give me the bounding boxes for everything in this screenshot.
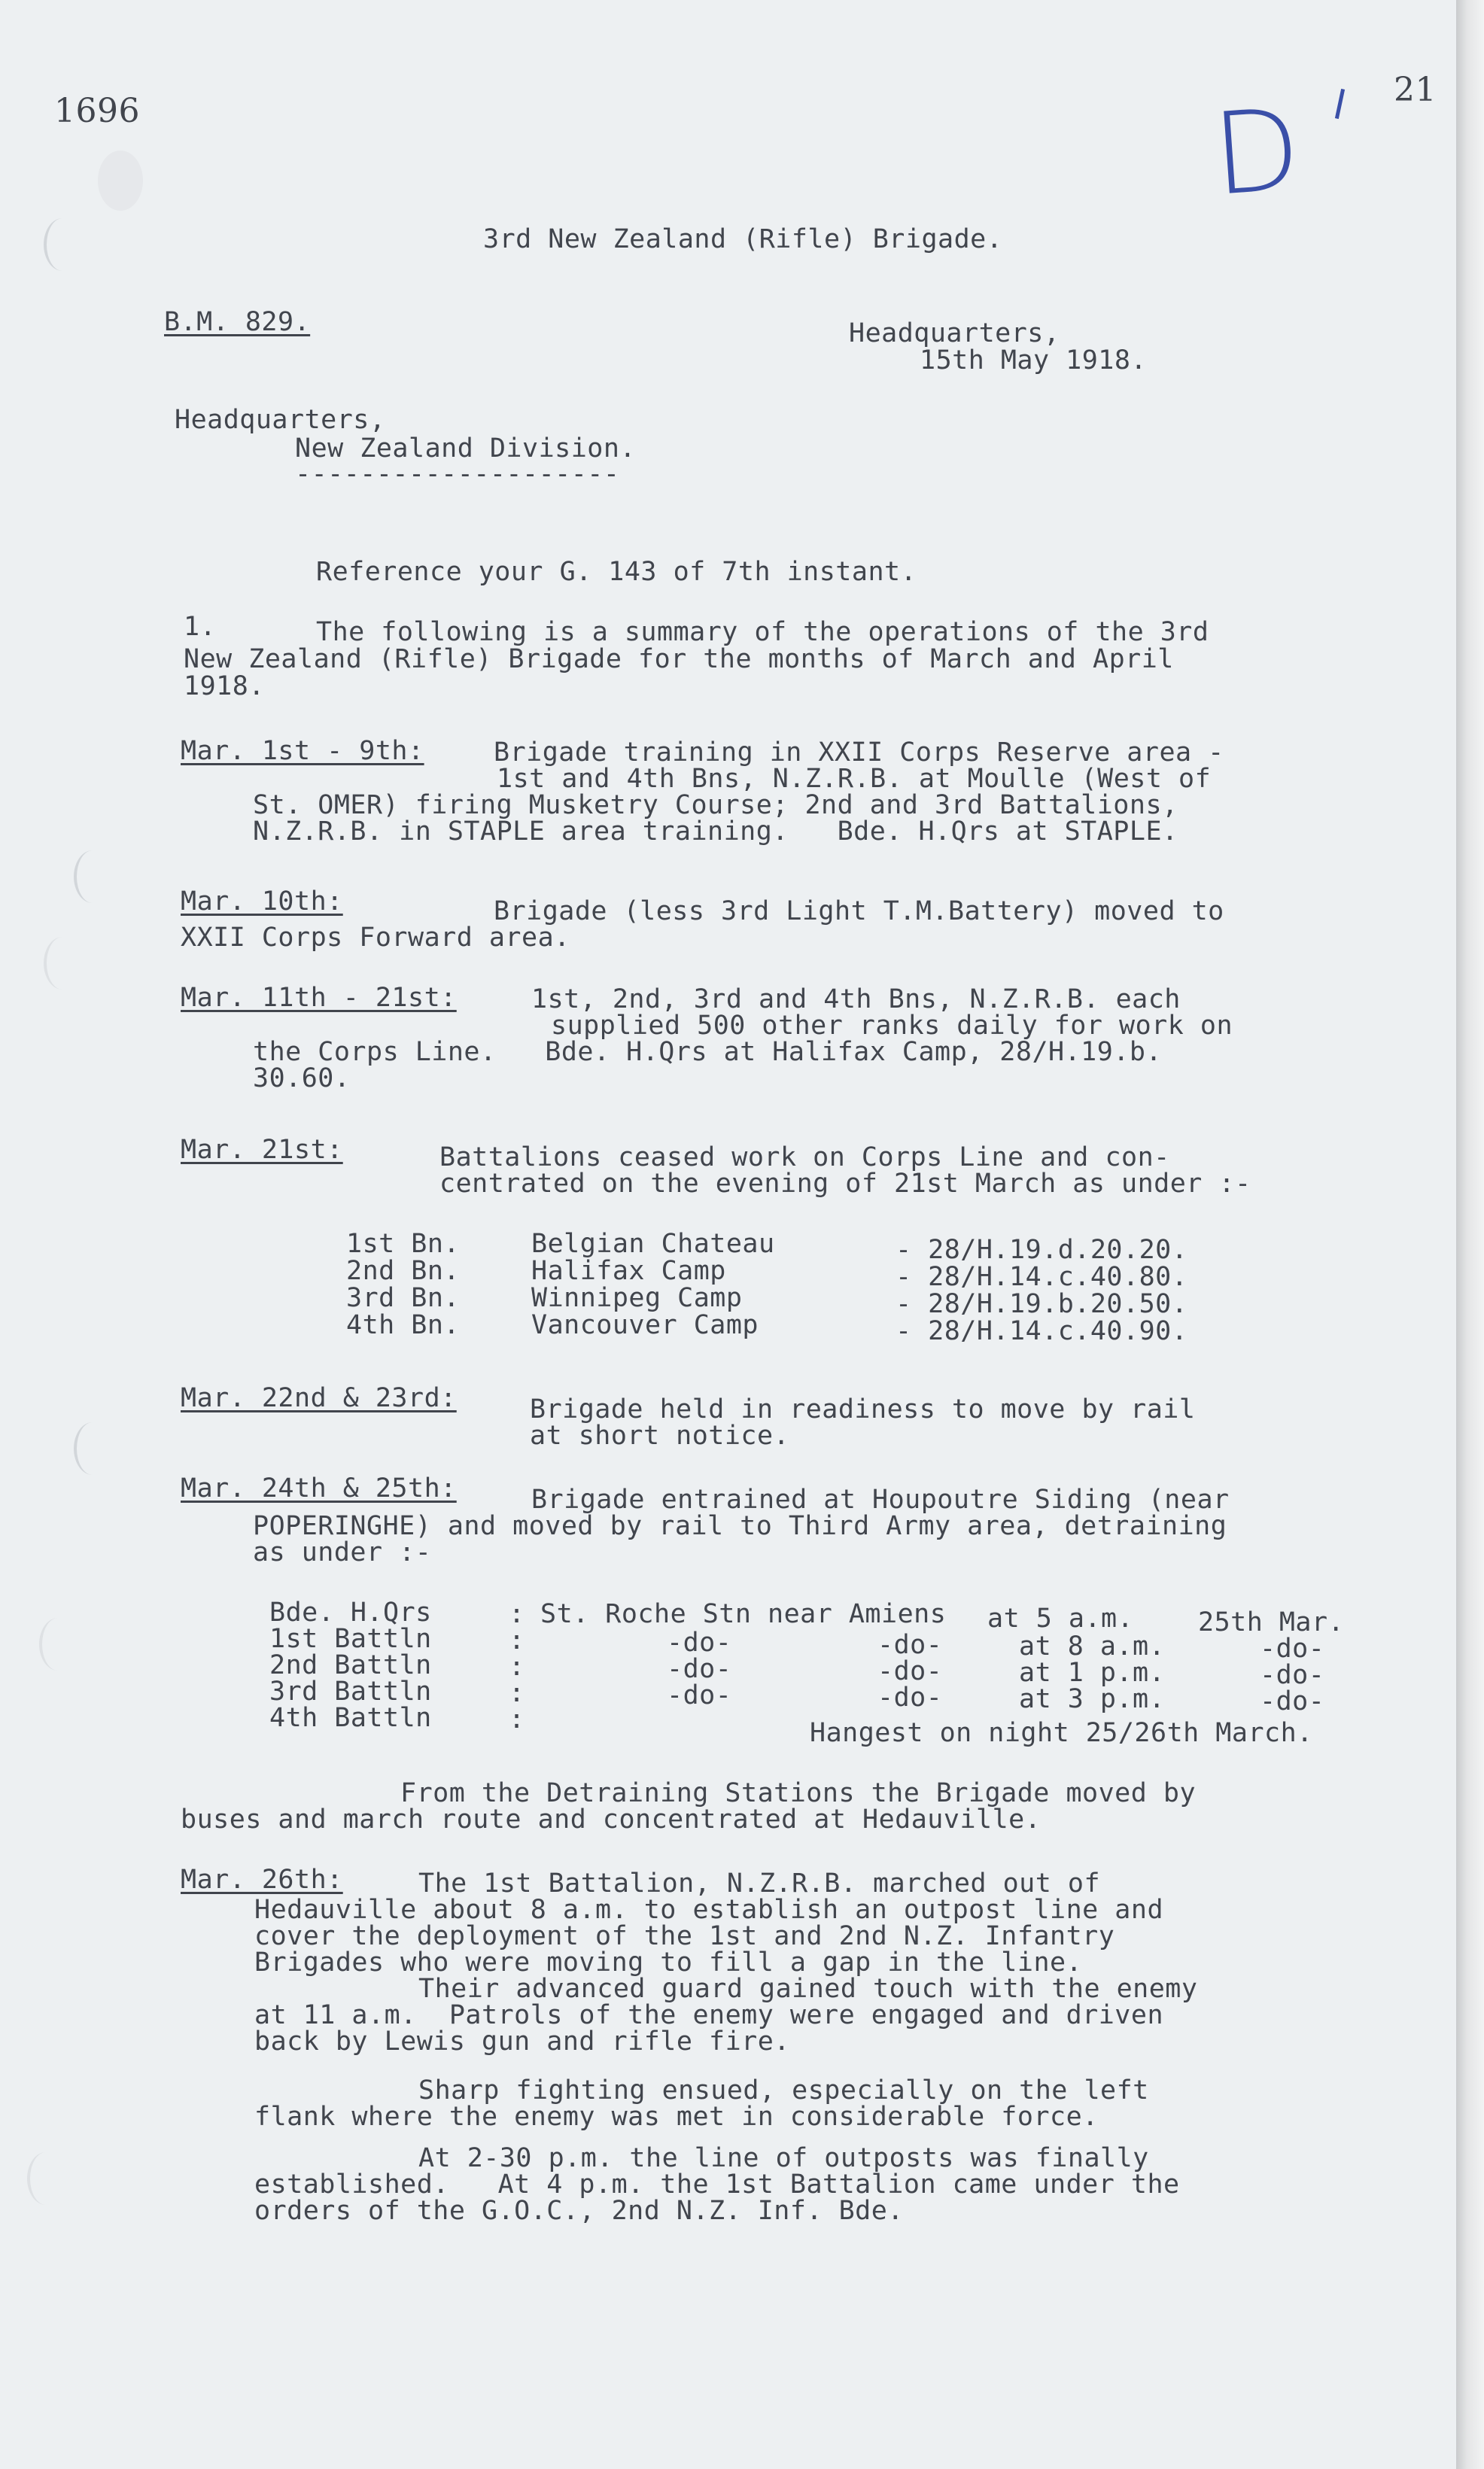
table-cell-ref: - 28/H.14.c.40.80. [896,1262,1188,1292]
folio-number-right: 21 [1394,71,1437,109]
table-cell-sep: : [509,1704,525,1735]
table-cell-unit: 3rd Battln [269,1677,432,1707]
entry-line: Battalions ceased work on Corps Line and con- [439,1142,1170,1172]
entry-label: Mar. 10th: [181,886,343,917]
table-cell-sep: : [509,1599,525,1629]
addressee-line1: Headquarters, [175,405,386,435]
table-cell-station: -do- [877,1656,943,1686]
entry-line: the Corps Line. Bde. H.Qrs at Halifax Camp, 28/H.19.b. [253,1037,1163,1067]
entry-line: Brigade (less 3rd Light T.M.Battery) moved to [494,896,1224,926]
table-cell-bn: 2nd Bn. [346,1256,461,1286]
table-cell-date: -do- [1260,1686,1325,1716]
table-cell-bn: 3rd Bn. [346,1283,461,1313]
entry-line: centrated on the evening of 21st March as under :- [439,1169,1251,1199]
table-cell-time: at 3 p.m. [1019,1684,1166,1714]
intro-line: The following is a summary of the operations of the 3rd [316,617,1209,647]
folio-number-left: 1696 [54,92,140,130]
table-cell-station: St. Roche Stn near Amiens [540,1599,947,1629]
punch-hole [39,1618,77,1671]
entry-line: St. OMER) firing Musketry Course; 2nd and 3rd Battalions, [253,790,1178,820]
table-cell-date: -do- [1260,1634,1325,1664]
entry-line: 1st and 4th Bns, N.Z.R.B. at Moulle (West of [497,764,1212,794]
table-cell-camp: Winnipeg Camp [531,1283,743,1313]
paragraph-line: From the Detraining Stations the Brigade moved by [400,1778,1197,1808]
entry-line: POPERINGHE) and moved by rail to Third Army area, detraining [253,1511,1227,1541]
intro-line: New Zealand (Rifle) Brigade for the months of March and April [184,644,1174,674]
entry-line: at short notice. [530,1421,790,1451]
handwritten-tick [1335,89,1345,119]
table-cell-ref: - 28/H.19.d.20.20. [896,1235,1188,1265]
entry-line: 1st, 2nd, 3rd and 4th Bns, N.Z.R.B. each [531,984,1181,1014]
table-cell-station: -do- [667,1680,732,1710]
table-cell-camp: Belgian Chateau [531,1229,775,1259]
table-cell-unit: Bde. H.Qrs [269,1598,432,1628]
intro-line: 1918. [184,671,265,701]
table-cell-camp: Vancouver Camp [531,1310,759,1340]
entry-line: Brigade training in XXII Corps Reserve area - [494,737,1224,768]
entry-line: At 2-30 p.m. the line of outposts was finally [418,2143,1149,2173]
table-cell-time: at 5 a.m. [987,1604,1134,1634]
handwritten-mark: D [1209,84,1305,221]
sender-hq: Headquarters, [849,318,1060,348]
table-cell-station: -do- [667,1628,732,1658]
entry-line: flank where the enemy was met in considerable force. [254,2102,1099,2132]
table-cell-sep: : [509,1652,525,1682]
entry-line: back by Lewis gun and rifle fire. [254,2027,790,2057]
entry-line: XXII Corps Forward area. [181,923,570,953]
punch-hole [44,937,81,990]
entry-line: The 1st Battalion, N.Z.R.B. marched out of [418,1868,1101,1899]
table-cell-time: at 8 a.m. [1019,1631,1166,1662]
table-cell-ref: - 28/H.19.b.20.50. [896,1289,1188,1319]
punch-hole [44,218,81,271]
table-cell-unit: 2nd Battln [269,1650,432,1680]
entry-label: Mar. 21st: [181,1135,343,1165]
entry-line: Hedauville about 8 a.m. to establish an outpost line and [254,1895,1164,1925]
table-cell-unit: 1st Battln [269,1624,432,1654]
paper-stain [98,151,143,211]
table-cell-bn: 1st Bn. [346,1229,461,1259]
reference-number: B.M. 829. [164,307,311,337]
table-cell-time: at 1 p.m. [1019,1658,1166,1688]
table-cell-station: Hangest on night 25/26th March. [810,1718,1313,1748]
entry-line: as under :- [253,1537,432,1567]
punch-hole [27,2152,65,2205]
para-number: 1. [184,612,217,642]
entry-line: N.Z.R.B. in STAPLE area training. Bde. H.Qrs at STAPLE. [253,816,1178,847]
entry-label: Mar. 26th: [181,1865,343,1895]
entry-line: Brigade held in readiness to move by rail [530,1394,1196,1425]
entry-label: Mar. 22nd & 23rd: [181,1383,457,1413]
table-cell-station: -do- [667,1654,732,1684]
page-edge [1456,0,1484,2469]
table-cell-camp: Halifax Camp [531,1256,726,1286]
table-cell-bn: 4th Bn. [346,1310,461,1340]
entry-line: at 11 a.m. Patrols of the enemy were engaged and driven [254,2000,1164,2030]
entry-label: Mar. 1st - 9th: [181,736,424,766]
punch-hole [74,1422,111,1475]
entry-line: cover the deployment of the 1st and 2nd N.Z. Infantry [254,1921,1115,1951]
letter-date: 15th May 1918. [920,345,1148,376]
table-cell-date: -do- [1260,1660,1325,1690]
paragraph-line: buses and march route and concentrated at Hedauville. [181,1805,1042,1835]
reference-line: Reference your G. 143 of 7th instant. [316,557,917,587]
entry-line: Brigade entrained at Houpoutre Siding (near [531,1485,1230,1515]
entry-line: Their advanced guard gained touch with the enemy [418,1974,1198,2004]
entry-line: Sharp fighting ensued, especially on the left [418,2075,1149,2106]
table-cell-station: -do- [877,1630,943,1660]
punch-hole [74,850,111,903]
entry-line: established. At 4 p.m. the 1st Battalion came under the [254,2169,1180,2200]
table-cell-sep: : [509,1678,525,1708]
entry-line: Brigades who were moving to fill a gap in the line. [254,1948,1083,1978]
addressee-rule: -------------------- [295,459,620,489]
table-cell-station: -do- [877,1683,943,1713]
addressee-line2: New Zealand Division. [295,433,637,464]
table-cell-ref: - 28/H.14.c.40.90. [896,1316,1188,1346]
entry-line: supplied 500 other ranks daily for work on [551,1011,1233,1041]
entry-label: Mar. 11th - 21st: [181,983,457,1013]
entry-label: Mar. 24th & 25th: [181,1473,457,1504]
table-cell-unit: 4th Battln [269,1703,432,1733]
entry-line: 30.60. [253,1063,351,1093]
table-cell-sep: : [509,1625,525,1656]
entry-line: orders of the G.O.C., 2nd N.Z. Inf. Bde. [254,2196,904,2226]
table-cell-date: 25th Mar. [1198,1607,1345,1637]
document-heading: 3rd New Zealand (Rifle) Brigade. [483,224,1003,254]
